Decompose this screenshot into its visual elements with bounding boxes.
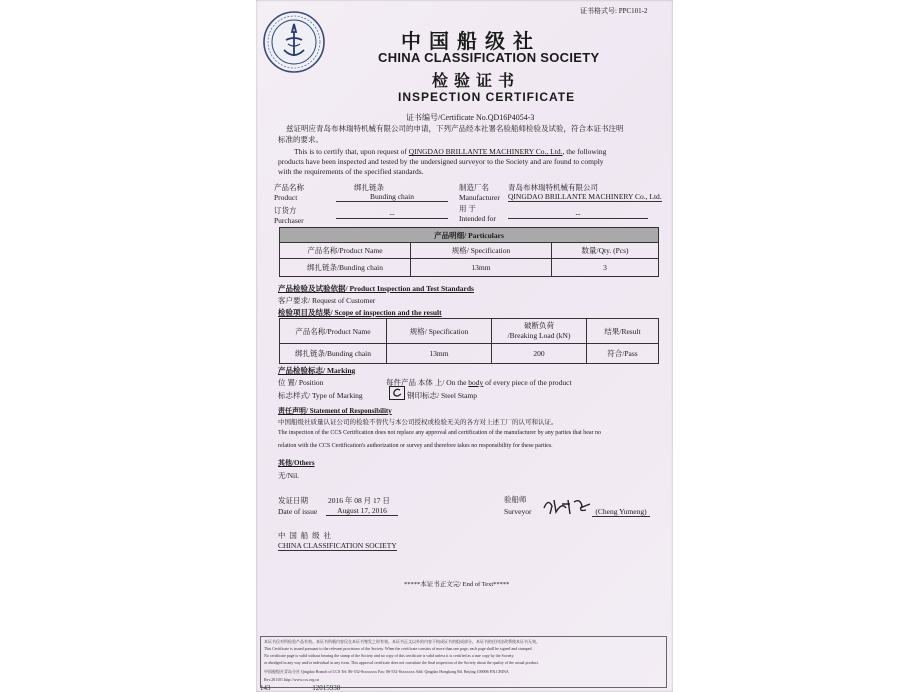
marking-position-value [386,377,572,388]
product-value-cn: 绑扎链条 [354,183,384,192]
footer-line-5: 中国船级社青岛分社 Qingdao Branch of CCS Tel: 86-532-8xxxxxxx Fax: 86-532-8xxxxxxx Add: Qingdao Hongkong Rd. Beijing 100006 P.R.CHINA [264,669,509,674]
manufacturer-value-cn: 青岛布林瑞特机械有限公司 [508,183,598,192]
scope-table [279,318,659,364]
footer-line-1: 本证书仅对所检验产品有效。本证书所载内容仅在本证书签发之时有效。本证书正文以外的内容不构成证书的组成部分。本证书的任何涂改将使本证书无效。 [264,639,540,644]
ccs-seal-icon [262,10,326,74]
purchaser-value: -- [336,209,448,219]
society-en: CHINA CLASSIFICATION SOCIETY [278,541,397,550]
manufacturer-label-cn: 制造厂名 [459,183,489,192]
product-label-cn: 产品名称 [274,183,304,192]
particulars-header: 产品明细/ Particulars [280,228,659,243]
footer-line-2: This Certificate is issued pursuant to the relevant provisions of the Society. When the certificate consists of more than one page, each page shall be signed and stamped. [264,646,533,651]
scope-col-load [492,319,587,344]
ccs-stamp-icon [389,386,405,400]
responsibility-en-1: The inspection of the CCS Certification does not replace any approval and certification of the manufacturer by any parties that bear no [278,430,602,436]
form-number: 证书格式号: PPC101-2 [580,7,648,15]
certificate-page [256,0,673,692]
particulars-cell-spec: 13mm [411,259,552,277]
particulars-col-spec: 规格/ Specification [411,243,552,259]
intro-cn-line1: 兹证明应青岛布林瑞特机械有限公司的申请，下列产品经本社署名验船师检验及试验，符合本证书注明 [286,124,624,133]
scope-cell-result: 符合/Pass [587,344,659,364]
product-value-en: Bunding chain [336,192,448,202]
title-en: CHINA CLASSIFICATION SOCIETY [378,50,600,65]
footer-serial-code: 143 [260,684,271,692]
surveyor-label-cn: 验船师 [504,495,527,504]
marking-position-label: 位 置/ Position [278,378,324,387]
purchaser-label-cn: 订货方 [274,206,297,215]
footer-legal-box [260,636,667,688]
issue-date-label-en: Date of issue [278,507,318,516]
scope-col-name: 产品名称/Product Name [280,319,387,344]
particulars-cell-name: 绑扎链条/Bunding chain [280,259,411,277]
certificate-number: 证书编号/Certificate No.QD16P4054-3 [406,113,535,122]
product-label-en: Product [274,193,298,202]
surveyor-name: (Cheng Yumeng) [592,507,650,517]
particulars-col-name: 产品名称/Product Name [280,243,411,259]
marking-type-label: 标志样式/ Type of Marking [278,391,363,400]
responsibility-title: 责任声明/ Statement of Responsibility [278,407,392,415]
intro-en-post: , the following [562,147,607,156]
marking-type-value: 钢印标志/ Steel Stamp [407,391,477,400]
scope-col-result: 结果/Result [587,319,659,344]
particulars-cell-qty: 3 [552,259,659,277]
scope-col-spec: 规格/ Specification [387,319,492,344]
footer-serial [260,684,340,692]
purchaser-label-en: Purchaser [274,216,304,225]
end-of-text: *****本证书正文完/ End of Text***** [404,581,510,588]
scope-cell-name: 绑扎链条/Bunding chain [280,344,387,364]
intended-label-en: Intended for [459,214,496,223]
particulars-col-qty: 数量/Qty. (Pcs) [552,243,659,259]
intro-cn-line2: 标准的要求。 [278,135,323,144]
responsibility-en-2: relation with the CCS Certification's authorization or survey and therefore takes no responsibility for these parties. [278,443,553,449]
standards-value: 客户要求/ Request of Customer [278,296,376,305]
scope-cell-spec: 13mm [387,344,492,364]
issue-date-value-cn: 2016 年 08 月 17 日 [328,496,390,505]
society-cn: 中 国 船 级 社 [278,531,332,540]
standards-title: 产品检验及试验依据/ Product Inspection and Test Standards [278,284,474,293]
manufacturer-value-en: QINGDAO BRILLANTE MACHINERY Co., Ltd. [508,192,662,201]
intro-en-line3: with the requirements of the specified standards. [278,167,424,176]
marking-position-pre: 每件产品 本体 上/ On the [386,378,467,387]
others-title: 其他/Others [278,459,315,467]
marking-title: 产品检验标志/ Marking [278,366,356,375]
marking-position-post: of every piece of the product [485,378,572,387]
scope-title: 检验项目及结果/ Scope of inspection and the result [278,308,442,317]
marking-position-body: body [468,378,484,387]
subtitle-cn: 检验证书 [432,71,521,90]
intro-en-line2: products have been inspected and tested by the undersigned surveyor to the Society and are found to comply [278,157,604,166]
footer-line-6: Rev.201101 http://www.ccs.org.cn [264,677,320,682]
scope-col-load-cn: 破断负荷 [524,321,554,330]
responsibility-cn: 中国船级社质量认证公司的检验不替代与本公司授权或检验无关的各方对上述工厂的认可和认证。 [278,419,558,426]
manufacturer-label-en: Manufacturer [459,193,500,202]
footer-line-3: No certificate page is valid without bearing the stamp of the Society and no copy of this certificate is valid unless it is certified as a true copy by the Society. [264,653,515,658]
surveyor-label-en: Surveyor [504,507,532,516]
issue-date-value-en: August 17, 2016 [326,506,398,516]
scope-col-load-en: /Breaking Load (kN) [507,331,571,340]
surveyor-signature [540,494,594,518]
subtitle-en: INSPECTION CERTIFICATE [398,90,576,104]
intro-en-pre: This is to certify that, upon request of [294,147,407,156]
intended-label-cn: 用 于 [459,204,476,213]
footer-serial-number: 12015938 [312,684,341,692]
scope-cell-load: 200 [492,344,587,364]
particulars-table [279,227,659,277]
title-cn: 中国船级社 [401,29,541,53]
intro-en-line1 [294,147,606,157]
others-value: 无/Nil. [278,471,300,480]
intended-value: -- [508,209,648,219]
intro-en-company: QINGDAO BRILLANTE MACHINERY Co., Ltd. [408,147,563,156]
issue-date-label-cn: 发证日期 [278,496,308,505]
footer-line-4: or abridged in any way and/or individual in any form. This approval certificate does not constitute the final inspection of the Society about the quality of the actual product. [264,660,539,665]
